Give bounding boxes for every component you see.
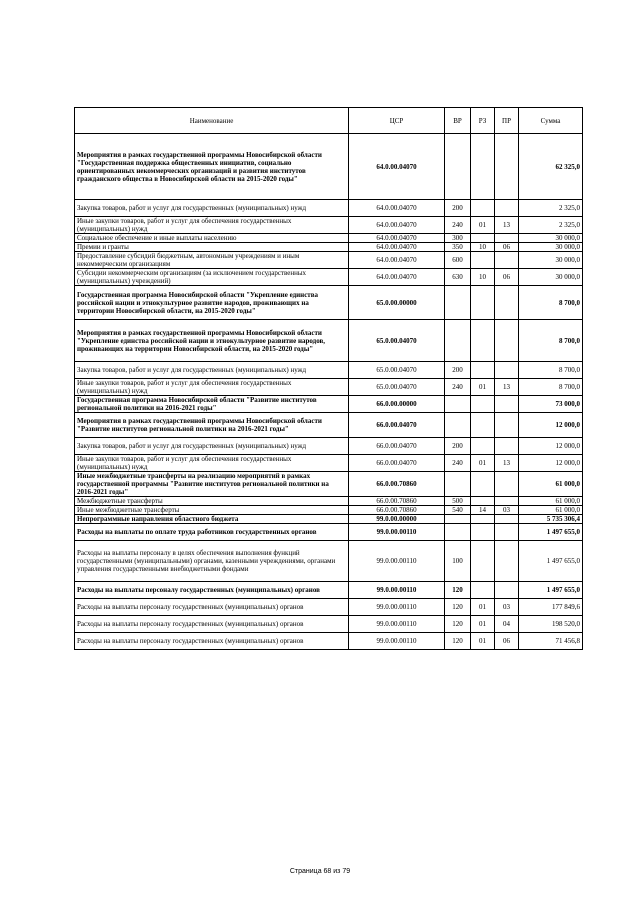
table-row (75, 134, 583, 200)
row-pr: 13 (495, 217, 519, 234)
row-vr: 540 (445, 506, 471, 515)
row-name: Предоставление субсидий бюджетным, автономным учреждениям и иным некоммерческим организациям (75, 252, 349, 269)
row-name: Социальное обеспечение и иные выплаты населению (75, 234, 349, 243)
row-csr: 64.0.00.04070 (349, 243, 445, 252)
row-csr: 66.0.00.04070 (349, 438, 445, 455)
row-name: Иные межбюджетные трансферты на реализацию мероприятий в рамках государственной программы "Развитие институтов региональной политики на 2016-2021 годы" (75, 472, 349, 497)
row-sum: 30 000,0 (519, 243, 583, 252)
row-pr (495, 320, 519, 362)
row-csr: 99.0.00.00110 (349, 599, 445, 616)
row-name: Иные закупки товаров, работ и услуг для обеспечения государственных (муниципальных) нужд (75, 455, 349, 472)
table-row (75, 497, 583, 506)
row-pr: 06 (495, 243, 519, 252)
row-vr: 630 (445, 269, 471, 286)
row-pr (495, 134, 519, 200)
row-sum: 2 325,0 (519, 200, 583, 217)
row-vr: 350 (445, 243, 471, 252)
row-sum: 1 497 655,0 (519, 541, 583, 582)
row-csr: 66.0.00.04070 (349, 413, 445, 438)
row-name: Расходы на выплаты по оплате труда работников государственных органов (75, 524, 349, 541)
row-csr: 65.0.00.00000 (349, 286, 445, 320)
row-vr: 240 (445, 379, 471, 396)
row-pr (495, 472, 519, 497)
row-vr: 200 (445, 200, 471, 217)
row-pr: 06 (495, 633, 519, 650)
row-vr (445, 320, 471, 362)
row-pr (495, 200, 519, 217)
row-vr: 120 (445, 599, 471, 616)
row-csr: 66.0.00.70860 (349, 497, 445, 506)
table-row (75, 633, 583, 650)
row-sum: 12 000,0 (519, 438, 583, 455)
row-name: Государственная программа Новосибирской области "Развитие институтов региональной политики на 2016-2021 годы" (75, 396, 349, 413)
row-name: Расходы на выплаты персоналу государственных (муниципальных) органов (75, 599, 349, 616)
row-csr: 64.0.00.04070 (349, 134, 445, 200)
row-csr: 99.0.00.00110 (349, 541, 445, 582)
row-pr (495, 524, 519, 541)
row-rz (471, 541, 495, 582)
row-sum: 73 000,0 (519, 396, 583, 413)
row-sum: 61 000,0 (519, 497, 583, 506)
row-sum: 5 735 306,4 (519, 515, 583, 524)
row-csr: 66.0.00.70860 (349, 506, 445, 515)
header-pr: ПР (495, 108, 519, 134)
header-csr: ЦСР (349, 108, 445, 134)
table-row (75, 515, 583, 524)
table-row (75, 252, 583, 269)
table-row (75, 362, 583, 379)
row-sum: 62 325,0 (519, 134, 583, 200)
row-rz: 01 (471, 616, 495, 633)
row-pr (495, 362, 519, 379)
row-name: Закупка товаров, работ и услуг для государственных (муниципальных) нужд (75, 200, 349, 217)
row-rz (471, 134, 495, 200)
row-csr: 66.0.00.00000 (349, 396, 445, 413)
row-csr: 64.0.00.04070 (349, 269, 445, 286)
row-csr: 66.0.00.04070 (349, 455, 445, 472)
row-rz (471, 320, 495, 362)
row-csr: 64.0.00.04070 (349, 217, 445, 234)
row-pr: 06 (495, 269, 519, 286)
row-vr: 500 (445, 497, 471, 506)
row-csr: 64.0.00.04070 (349, 200, 445, 217)
row-sum: 8 700,0 (519, 362, 583, 379)
row-vr (445, 524, 471, 541)
row-name: Государственная программа Новосибирской области "Укрепление единства российской нации и этнокультурное развитие народов, проживающих на территории Новосибирской области, на 2015-2020 годы" (75, 286, 349, 320)
row-rz (471, 413, 495, 438)
table-row (75, 472, 583, 497)
row-vr: 240 (445, 217, 471, 234)
row-csr: 65.0.00.04070 (349, 379, 445, 396)
budget-table (74, 107, 583, 650)
row-name: Иные закупки товаров, работ и услуг для обеспечения государственных (муниципальных) нужд (75, 379, 349, 396)
row-name: Межбюджетные трансферты (75, 497, 349, 506)
row-rz: 01 (471, 217, 495, 234)
row-rz (471, 524, 495, 541)
row-rz (471, 286, 495, 320)
row-name: Мероприятия в рамках государственной программы Новосибирской области "Укрепление единства российской нации и этнокультурное развитие народов, проживающих на территории Новосибирской области, на 2015-2020 годы" (75, 320, 349, 362)
table-row (75, 320, 583, 362)
row-vr: 100 (445, 541, 471, 582)
row-vr: 200 (445, 438, 471, 455)
row-name: Закупка товаров, работ и услуг для государственных (муниципальных) нужд (75, 438, 349, 455)
row-pr (495, 438, 519, 455)
row-rz: 14 (471, 506, 495, 515)
row-sum: 30 000,0 (519, 269, 583, 286)
row-name: Расходы на выплаты персоналу государственных (муниципальных) органов (75, 616, 349, 633)
row-pr: 04 (495, 616, 519, 633)
row-sum: 177 849,6 (519, 599, 583, 616)
row-vr: 120 (445, 616, 471, 633)
row-sum: 8 700,0 (519, 286, 583, 320)
row-rz (471, 252, 495, 269)
row-rz (471, 362, 495, 379)
page-number: Страница 68 из 79 (289, 868, 351, 875)
row-pr: 13 (495, 455, 519, 472)
header-vr: ВР (445, 108, 471, 134)
table-row (75, 200, 583, 217)
row-vr: 300 (445, 234, 471, 243)
header-sum: Сумма (519, 108, 583, 134)
row-rz: 01 (471, 599, 495, 616)
row-csr: 99.0.00.00000 (349, 515, 445, 524)
row-rz: 01 (471, 455, 495, 472)
row-pr (495, 582, 519, 599)
row-csr: 65.0.00.04070 (349, 320, 445, 362)
row-sum: 30 000,0 (519, 234, 583, 243)
row-name: Расходы на выплаты персоналу в целях обеспечения выполнения функций государственными (муниципальными) органами, казенными учреждениями, органами управления государственными внебюджетными фондами (75, 541, 349, 582)
row-rz (471, 234, 495, 243)
table-row (75, 243, 583, 252)
table-row (75, 506, 583, 515)
table-header (75, 108, 583, 134)
row-csr: 66.0.00.70860 (349, 472, 445, 497)
row-sum: 12 000,0 (519, 455, 583, 472)
row-name: Мероприятия в рамках государственной программы Новосибирской области "Развитие институтов региональной политики на 2016-2021 годы" (75, 413, 349, 438)
row-rz (471, 396, 495, 413)
row-pr (495, 396, 519, 413)
row-rz (471, 472, 495, 497)
row-rz (471, 200, 495, 217)
row-vr (445, 472, 471, 497)
table-row (75, 286, 583, 320)
row-rz (471, 515, 495, 524)
row-vr (445, 396, 471, 413)
row-vr: 200 (445, 362, 471, 379)
row-csr: 99.0.00.00110 (349, 616, 445, 633)
table-row (75, 269, 583, 286)
row-vr: 600 (445, 252, 471, 269)
row-csr: 99.0.00.00110 (349, 582, 445, 599)
row-vr (445, 286, 471, 320)
row-vr: 240 (445, 455, 471, 472)
table-row (75, 524, 583, 541)
row-pr (495, 234, 519, 243)
table-row (75, 455, 583, 472)
row-csr: 64.0.00.04070 (349, 252, 445, 269)
table-row (75, 379, 583, 396)
table-row (75, 217, 583, 234)
row-vr (445, 413, 471, 438)
row-rz (471, 497, 495, 506)
header-name: Наименование (75, 108, 349, 134)
row-name: Премии и гранты (75, 243, 349, 252)
table-row (75, 582, 583, 599)
row-sum: 8 700,0 (519, 320, 583, 362)
header-rz: РЗ (471, 108, 495, 134)
row-csr: 64.0.00.04070 (349, 234, 445, 243)
row-vr (445, 134, 471, 200)
row-name: Иные межбюджетные трансферты (75, 506, 349, 515)
row-sum: 30 000,0 (519, 252, 583, 269)
row-name: Субсидии некоммерческим организациям (за исключением государственных (муниципальных) учреждений) (75, 269, 349, 286)
row-pr (495, 286, 519, 320)
row-pr (495, 515, 519, 524)
table-body (75, 134, 583, 650)
row-sum: 12 000,0 (519, 413, 583, 438)
row-rz (471, 582, 495, 599)
row-sum: 61 000,0 (519, 506, 583, 515)
row-sum: 71 456,8 (519, 633, 583, 650)
table-row (75, 234, 583, 243)
row-name: Мероприятия в рамках государственной программы Новосибирской области "Государственная поддержка общественных инициатив, социально ориентированных некоммерческих организаций и развития институтов гражданского общества в Новосибирской области на 2015-2020 годы" (75, 134, 349, 200)
table-row (75, 541, 583, 582)
row-rz: 01 (471, 379, 495, 396)
row-pr (495, 252, 519, 269)
row-pr: 03 (495, 506, 519, 515)
table-row (75, 616, 583, 633)
row-sum: 1 497 655,0 (519, 524, 583, 541)
row-sum: 2 325,0 (519, 217, 583, 234)
row-rz: 10 (471, 269, 495, 286)
row-vr: 120 (445, 633, 471, 650)
table-row (75, 413, 583, 438)
row-sum: 8 700,0 (519, 379, 583, 396)
row-sum: 1 497 655,0 (519, 582, 583, 599)
row-name: Расходы на выплаты персоналу государственных (муниципальных) органов (75, 633, 349, 650)
row-name: Непрограммные направления областного бюджета (75, 515, 349, 524)
row-sum: 61 000,0 (519, 472, 583, 497)
row-pr (495, 413, 519, 438)
row-rz: 10 (471, 243, 495, 252)
table-row (75, 599, 583, 616)
row-rz: 01 (471, 633, 495, 650)
row-csr: 99.0.00.00110 (349, 524, 445, 541)
row-rz (471, 438, 495, 455)
row-pr (495, 497, 519, 506)
row-vr: 120 (445, 582, 471, 599)
row-csr: 99.0.00.00110 (349, 633, 445, 650)
row-vr (445, 515, 471, 524)
row-pr: 03 (495, 599, 519, 616)
header-row (75, 108, 583, 134)
table-row (75, 438, 583, 455)
row-name: Иные закупки товаров, работ и услуг для обеспечения государственных (муниципальных) нужд (75, 217, 349, 234)
row-sum: 198 520,0 (519, 616, 583, 633)
row-name: Закупка товаров, работ и услуг для государственных (муниципальных) нужд (75, 362, 349, 379)
table-row (75, 396, 583, 413)
row-csr: 65.0.00.04070 (349, 362, 445, 379)
row-name: Расходы на выплаты персоналу государственных (муниципальных) органов (75, 582, 349, 599)
row-pr (495, 541, 519, 582)
row-pr: 13 (495, 379, 519, 396)
